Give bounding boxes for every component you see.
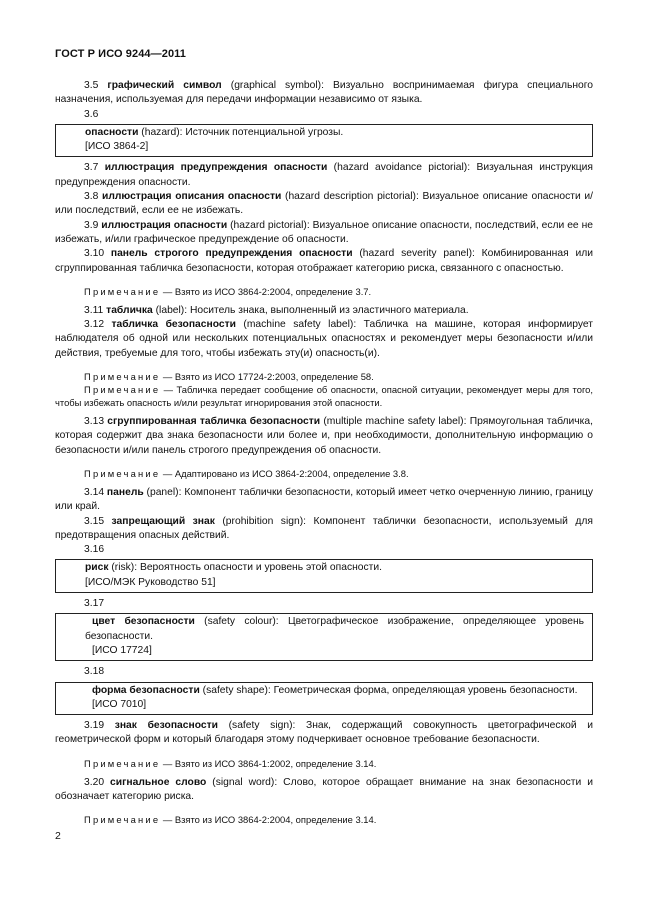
term-definition: (safety sign): Знак, содержащий совокупность цветографической и геометрической форм и который благодаря этому подчеркивает основное требование безопасности. [55, 720, 593, 746]
term-reference: [ИСО 7010] [92, 698, 147, 710]
term-reference: [ИСО 3864-2] [85, 141, 149, 153]
term-3-6-number: 3.6 [84, 108, 99, 120]
term-definition: (machine safety label): Табличка на машине, которая информирует наблюдателя об одной или нескольких потенциальных опасностях и рекомендует меры безопасности и/или действия, требуемые для того, чтобы избежать эту(и) опасность(и). [55, 319, 593, 359]
page-number: 2 [55, 830, 61, 842]
term-title: запрещающий знак [111, 515, 215, 527]
definition-box-3-16 [55, 559, 593, 593]
term-number: 3.12 [84, 319, 105, 331]
note-3-19 [55, 757, 593, 770]
note-text: — Адаптировано из ИСО 3864-2:2004, определение 3.8. [160, 467, 409, 479]
term-3-12 [55, 318, 593, 361]
note-label: Примечание [84, 384, 161, 396]
term-definition: (prohibition sign): Компонент таблички безопасности, используемый для предотвращения опасных действий. [55, 515, 593, 541]
term-reference: [ИСО 17724] [92, 644, 152, 656]
term-number: 3.8 [84, 191, 99, 203]
term-3-18 [85, 684, 584, 698]
term-3-6 [85, 126, 584, 140]
term-definition: (panel): Компонент таблички безопасности, который имеет четко очерченную линию, границу или край. [55, 486, 593, 513]
note-text: — Взято из ИСО 3864-1:2002, определение 3.14. [160, 757, 377, 769]
document-body [55, 79, 593, 826]
term-3-19 [55, 719, 593, 748]
term-title: табличка [106, 304, 153, 316]
term-3-9 [55, 219, 593, 248]
term-number: 3.7 [84, 162, 99, 174]
note-3-12-a [55, 370, 593, 383]
term-title: панель [106, 486, 144, 498]
term-3-8 [55, 190, 593, 219]
note-3-10 [55, 285, 593, 298]
term-title: форма безопасности [92, 684, 200, 696]
term-3-5 [55, 79, 593, 108]
term-definition: (graphical symbol): Визуально воспринимаемая фигура специального назначения, используемая для передачи информации независимо от языка. [55, 80, 593, 106]
note-3-20 [55, 813, 593, 826]
note-label: Примечание [84, 757, 161, 769]
note-text: — Взято из ИСО 3864-2:2004, определение 3.7. [160, 285, 372, 297]
term-title: сигнальное слово [110, 776, 207, 788]
term-number: 3.9 [84, 219, 99, 231]
term-3-7 [55, 161, 593, 190]
term-definition: (signal word): Слово, которое обращает внимание на знак безопасности и обозначает категорию риска. [55, 776, 593, 802]
term-title: табличка безопасности [111, 319, 236, 331]
term-number: 3.11 [84, 304, 104, 316]
note-text: — Табличка передает сообщение об опасности, опасной ситуации, рекомендует меры для того, чтобы избежать опасность и/или результат игнорирования этой опасности. [55, 384, 593, 409]
term-number: 3.10 [84, 248, 105, 260]
term-3-11 [55, 304, 593, 318]
term-title: панель строгого предупреждения опасности [110, 248, 353, 260]
term-definition: (hazard description pictorial): Визуальное описание опасности и/или последствий, если ее не избежать. [55, 191, 593, 217]
term-3-15 [55, 515, 593, 544]
term-3-10 [55, 247, 593, 276]
term-3-16 [85, 561, 584, 575]
note-label: Примечание [84, 814, 161, 826]
term-3-17 [85, 615, 584, 644]
term-3-16-number: 3.16 [84, 544, 105, 556]
term-definition: (hazard severity panel): Комбинированная или сгруппированная табличка безопасности, которая отображает категорию риска, связанного с опасностью. [55, 248, 593, 274]
term-title: опасности [85, 126, 139, 138]
term-definition: (safety shape): Геометрическая форма, определяющая уровень безопасности. [199, 684, 578, 696]
term-title: сгруппированная табличка безопасности [107, 416, 321, 428]
term-number: 3.19 [84, 720, 105, 732]
term-definition: (hazard pictorial): Визуальное описание опасности, последствий, если ее не избежать, и/или графическое предупреждение об опасности. [55, 219, 593, 245]
definition-box-3-17 [55, 613, 593, 661]
term-number: 3.13 [84, 416, 105, 428]
term-title: графический символ [107, 80, 222, 91]
note-3-12-b [55, 383, 593, 409]
note-label: Примечание [84, 371, 161, 383]
note-text: — Взято из ИСО 3864-2:2004, определение 3.14. [160, 814, 377, 826]
note-3-13 [55, 467, 593, 480]
term-number: 3.5 [84, 80, 99, 91]
note-label: Примечание [84, 467, 161, 479]
definition-box-3-18 [55, 682, 593, 716]
term-number: 3.14 [84, 486, 105, 498]
term-number: 3.20 [84, 776, 105, 788]
term-title: иллюстрация опасности [101, 219, 228, 231]
term-definition: (multiple machine safety label): Прямоугольная табличка, которая содержит два знака безопасности или более и, при необходимости, дополнительную информацию о безопасности и/или панель строгого предупреждения об опасности. [55, 416, 593, 456]
term-number: 3.15 [84, 515, 105, 527]
term-3-14 [55, 486, 593, 515]
term-3-17-number: 3.17 [84, 598, 105, 610]
term-reference: [ИСО/МЭК Руководство 51] [85, 576, 216, 588]
term-definition: (hazard avoidance pictorial): Визуальная инструкция предупреждения опасности. [55, 162, 593, 188]
term-definition: (safety colour): Цветографическое изображение, определяющее уровень безопасности. [85, 616, 585, 642]
term-title: риск [85, 562, 109, 574]
document-header: ГОСТ Р ИСО 9244—2011 [55, 48, 187, 60]
term-definition: (label): Носитель знака, выполненный из эластичного материала. [152, 304, 469, 316]
note-text: — Взято из ИСО 17724-2:2003, определение 58. [160, 371, 374, 383]
term-definition: (risk): Вероятность опасности и уровень этой опасности. [108, 562, 382, 574]
term-title: иллюстрация описания опасности [102, 191, 282, 203]
term-definition: (hazard): Источник потенциальной угрозы. [138, 126, 344, 138]
term-3-20 [55, 776, 593, 805]
term-title: цвет безопасности [92, 616, 195, 628]
term-title: иллюстрация предупреждения опасности [104, 162, 328, 174]
definition-box-3-6 [55, 124, 593, 158]
term-title: знак безопасности [114, 720, 218, 732]
note-label: Примечание [84, 285, 161, 297]
term-3-13 [55, 415, 593, 458]
term-3-18-number: 3.18 [84, 666, 105, 678]
